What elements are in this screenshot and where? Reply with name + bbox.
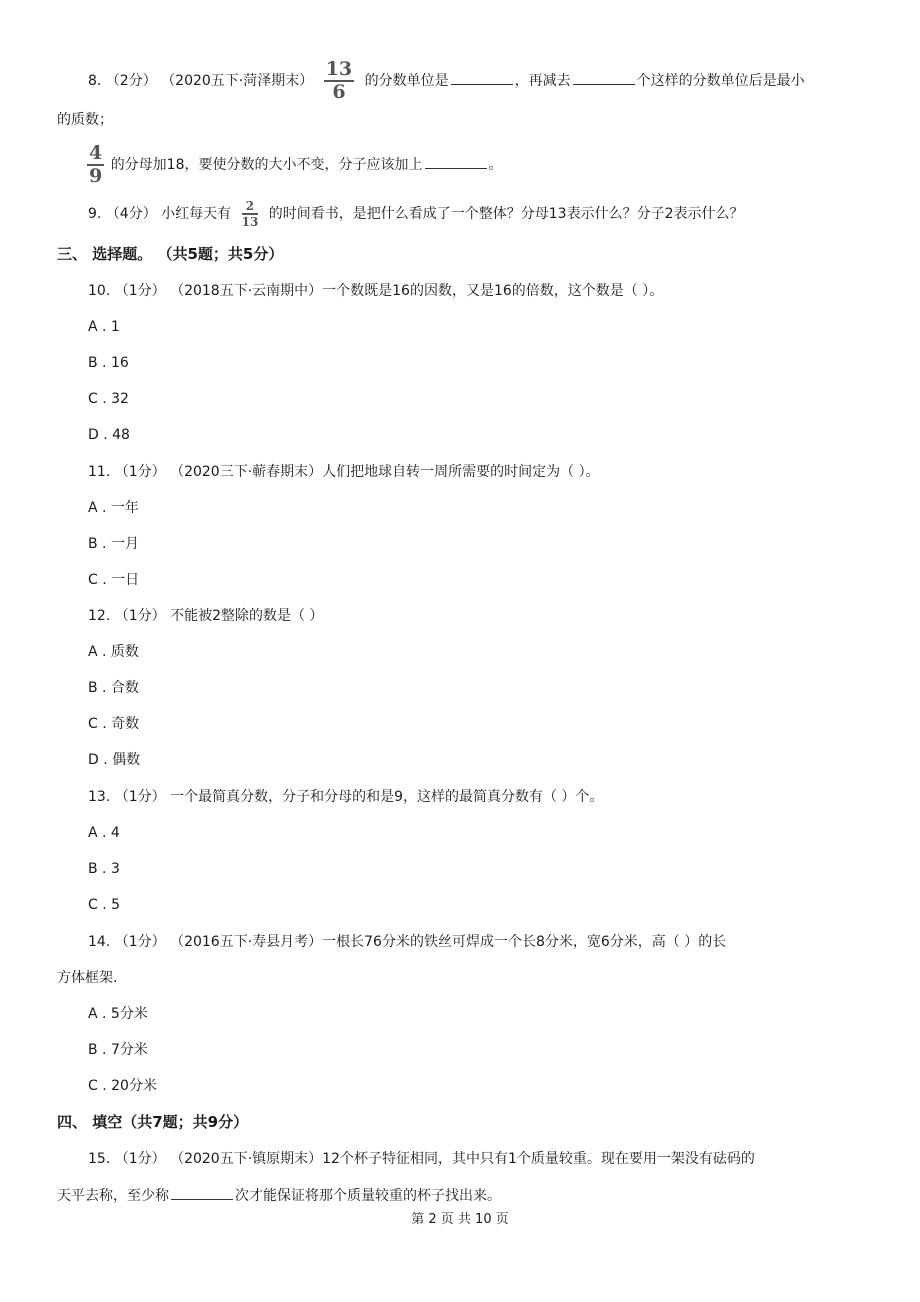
fraction-13-6	[324, 60, 354, 102]
question-9-prefix: 9. （4分） 小红每天有	[88, 206, 232, 222]
question-12-stem: 12. （1分） 不能被2整除的数是（ ）	[88, 608, 324, 624]
question-14-line2: 方体框架.	[57, 970, 118, 986]
fraction-denominator: 6	[332, 81, 346, 103]
question-9	[88, 200, 880, 228]
question-8-text2: ，再减去	[514, 73, 571, 89]
option-a[interactable]: A . 5分米	[88, 1006, 148, 1022]
answer-blank[interactable]	[451, 70, 513, 85]
question-8-line3-end: 。	[488, 157, 503, 173]
question-14-stem: 14. （1分） （2016五下·寿县月考）一根长76分米的铁丝可焊成一个长8分米，宽6分米，高（ ）的长	[88, 934, 727, 950]
fraction-numerator: 2	[242, 200, 259, 215]
option-a[interactable]: A . 1	[88, 319, 120, 335]
option-b[interactable]: B . 3	[88, 861, 120, 877]
option-b[interactable]: B . 16	[88, 355, 129, 371]
answer-blank[interactable]	[573, 70, 635, 85]
option-d[interactable]: D . 偶数	[88, 752, 141, 768]
fraction-denominator: 9	[89, 165, 103, 187]
question-15-line2	[57, 1185, 880, 1206]
option-c[interactable]: C . 5	[88, 897, 121, 913]
option-b[interactable]: B . 7分米	[88, 1042, 148, 1058]
question-8-line3	[57, 144, 880, 186]
question-10-stem: 10. （1分） （2018五下·云南期中）一个数既是16的因数，又是16的倍数，这个数是（ ）。	[88, 283, 664, 299]
option-c[interactable]: C . 一日	[88, 572, 140, 588]
option-c[interactable]: C . 32	[88, 391, 129, 407]
fraction-2-13	[242, 200, 259, 228]
option-b[interactable]: B . 一月	[88, 536, 139, 552]
question-8-line1	[88, 60, 880, 102]
question-15-stem: 15. （1分） （2020五下·镇原期末）12个杯子特征相同，其中只有1个质量较重。现在要用一架没有砝码的	[88, 1151, 755, 1167]
page-footer: 第 2 页 共 10 页	[411, 1212, 509, 1227]
option-c[interactable]: C . 20分米	[88, 1078, 157, 1094]
fraction-4-9	[87, 144, 104, 186]
question-8-line3-text: 的分母加18，要使分数的大小不变，分子应该加上	[110, 157, 423, 173]
section-4-heading: 四、 填空（共7题；共9分）	[57, 1113, 249, 1131]
option-a[interactable]: A . 一年	[88, 500, 139, 516]
fraction-denominator: 13	[241, 215, 259, 229]
answer-blank[interactable]	[171, 1185, 233, 1200]
question-8-text1: 的分数单位是	[364, 73, 449, 89]
question-15-text-b: 次才能保证将那个质量较重的杯子找出来。	[235, 1188, 501, 1204]
question-9-text: 的时间看书，是把什么看成了一个整体？分母13表示什么？分子2表示什么？	[268, 206, 744, 222]
question-15-text-a: 天平去称，至少称	[57, 1188, 169, 1204]
question-13-stem: 13. （1分） 一个最简真分数，分子和分母的和是9，这样的最简真分数有（ ）个。	[88, 789, 604, 805]
option-b[interactable]: B . 合数	[88, 680, 139, 696]
fraction-numerator: 13	[325, 58, 353, 80]
option-c[interactable]: C . 奇数	[88, 716, 140, 732]
section-3-heading: 三、 选择题。 （共5题；共5分）	[57, 245, 284, 263]
answer-blank[interactable]	[425, 154, 487, 169]
option-a[interactable]: A . 质数	[88, 644, 139, 660]
question-11-stem: 11. （1分） （2020三下·蕲春期末）人们把地球自转一周所需要的时间定为（ ）。	[88, 464, 600, 480]
question-8-line2: 的质数；	[57, 112, 113, 128]
fraction-numerator: 4	[89, 142, 103, 164]
question-8-prefix: 8. （2分） （2020五下·菏泽期末）	[88, 73, 314, 89]
question-8-text3: 个这样的分数单位后是最小	[636, 73, 805, 89]
option-a[interactable]: A . 4	[88, 825, 120, 841]
option-d[interactable]: D . 48	[88, 427, 130, 443]
